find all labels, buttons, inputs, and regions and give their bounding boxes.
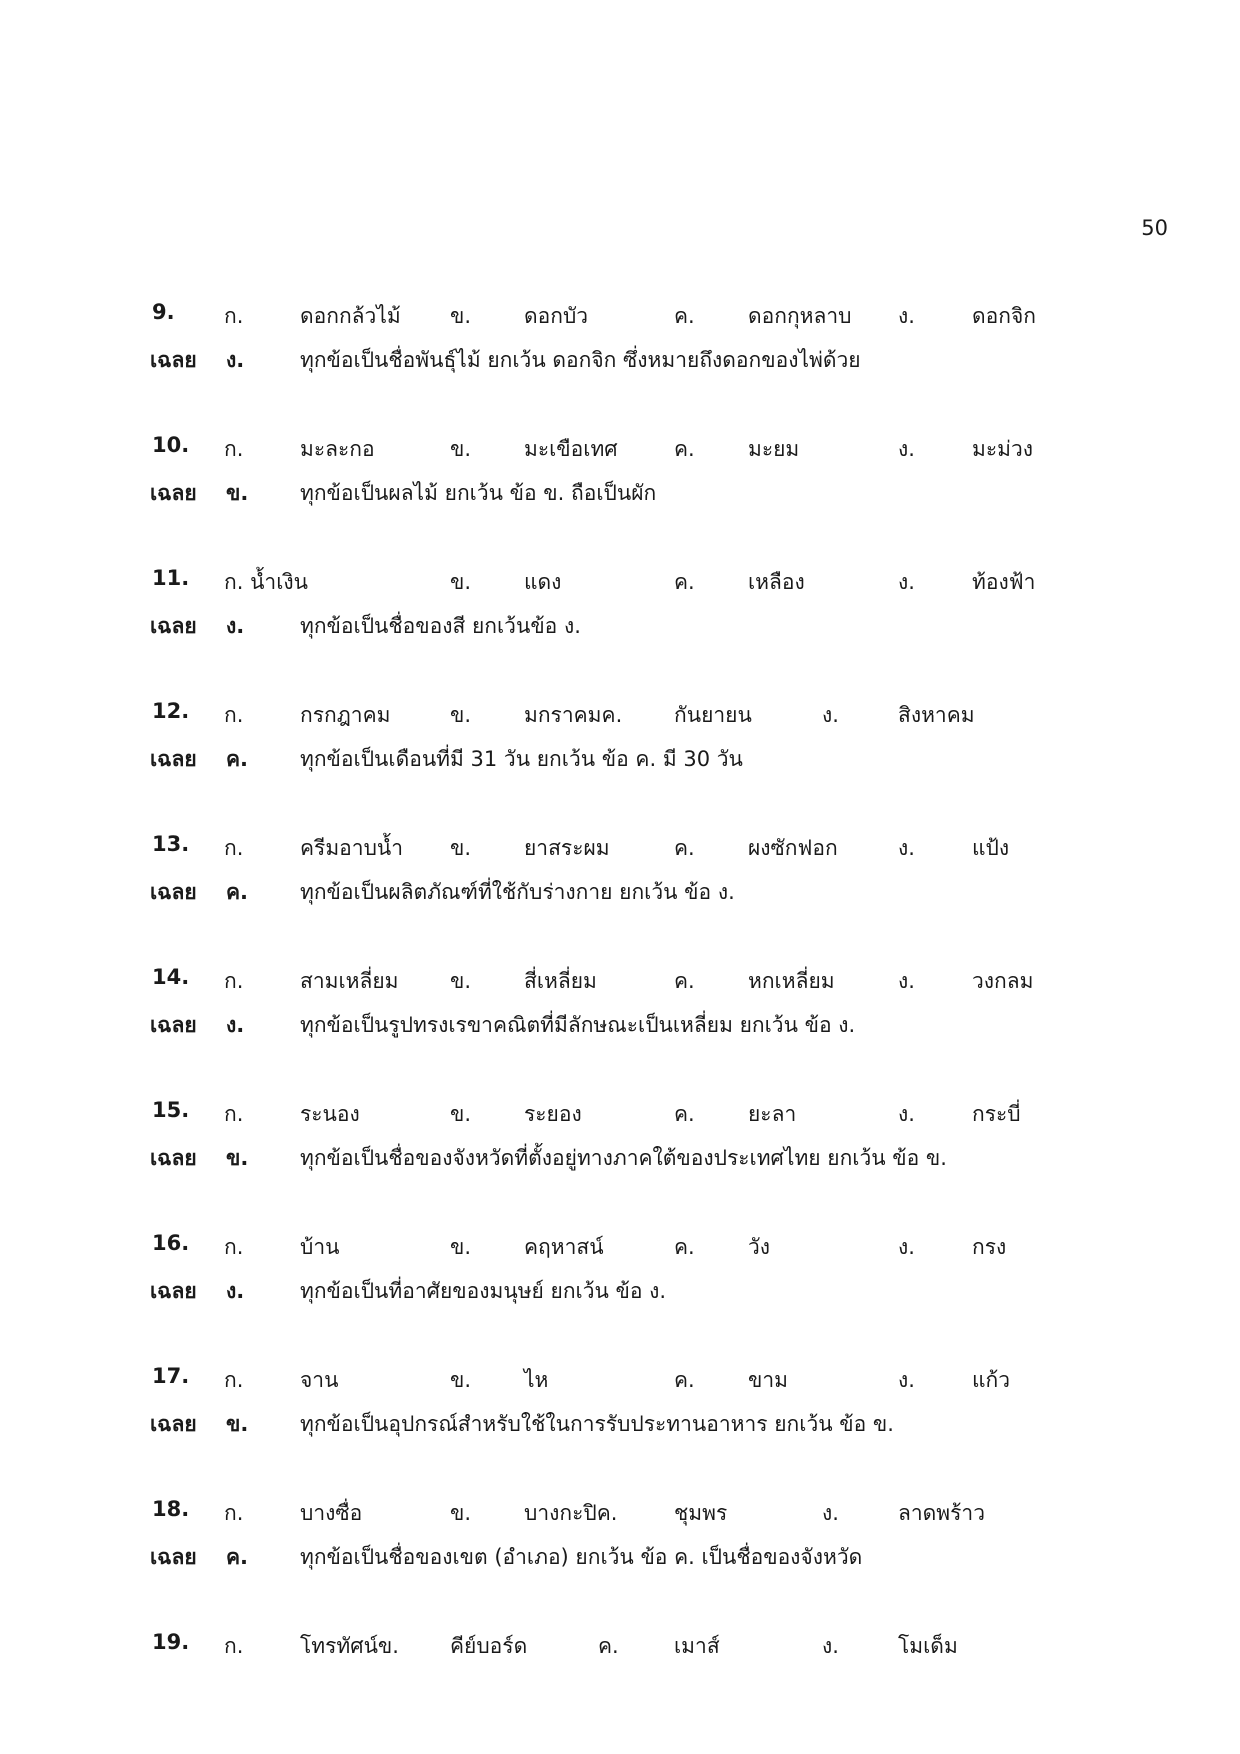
answer-letter: ง. [226,1279,245,1303]
question-item [0,300,1240,384]
choice-text: ก. [224,1235,244,1259]
answer-label: เฉลย [150,880,197,904]
answer-letter: ง. [226,1013,245,1037]
question-item [0,699,1240,783]
answer-explanation: ทุกข้อเป็นชื่อของจังหวัดที่ตั้งอยู่ทางภาคใต้ของประเทศไทย ยกเว้น ข้อ ข. [300,1146,947,1170]
choice-text: ค. [674,570,695,594]
answer-line [0,477,1240,517]
question-number: 9. [152,300,175,324]
choice-text: ง. [898,836,915,860]
choice-text: ง. [898,969,915,993]
choice-text: ข. [450,703,472,727]
choice-text: ค. [674,1235,695,1259]
answer-label: เฉลย [150,1545,197,1569]
answer-label: เฉลย [150,348,197,372]
question-line [0,566,1240,606]
choice-text: ค. [674,836,695,860]
choice-text: ก. [224,437,244,461]
question-item [0,1098,1240,1182]
choice-text: ง. [898,1235,915,1259]
choice-text: บางซื่อ [300,1501,363,1525]
answer-letter: ค. [226,747,249,771]
choice-text: ระยอง [524,1102,582,1126]
answer-line [0,1275,1240,1315]
choice-text: ข. [450,836,472,860]
answer-line [0,1408,1240,1448]
choice-text: ดอกบัว [524,304,589,328]
answer-explanation: ทุกข้อเป็นผลไม้ ยกเว้น ข้อ ข. ถือเป็นผัก [300,481,657,505]
choice-text: มะเขือเทศ [524,437,618,461]
choice-text: ข. [450,304,472,328]
question-item [0,1231,1240,1315]
choice-text: มะยม [748,437,800,461]
question-line [0,832,1240,872]
choice-text: ง. [822,703,839,727]
choice-text: ค. [598,1634,619,1658]
answer-line [0,876,1240,916]
answer-explanation: ทุกข้อเป็นชื่อของสี ยกเว้นข้อ ง. [300,614,581,638]
answer-explanation: ทุกข้อเป็นเดือนที่มี 31 วัน ยกเว้น ข้อ ค. มี 30 วัน [300,747,743,771]
question-line [0,1231,1240,1271]
question-number: 18. [152,1497,190,1521]
choice-text: วงกลม [972,969,1034,993]
choice-text: ก. [224,1634,244,1658]
choice-text: มะม่วง [972,437,1034,461]
choice-text: ง. [898,1368,915,1392]
choice-text: ข. [450,1368,472,1392]
answer-letter: ข. [226,1146,249,1170]
answer-letter: ข. [226,1412,249,1436]
choice-text: ข. [450,1102,472,1126]
choice-text: คีย์บอร์ด [450,1634,528,1658]
choice-text: ผงซักฟอก [748,836,838,860]
choice-text: ก. [224,836,244,860]
choice-text: ก. [224,1501,244,1525]
choice-text: ก. [224,1102,244,1126]
answer-label: เฉลย [150,1412,197,1436]
page-number: 50 [1141,216,1168,240]
answer-explanation: ทุกข้อเป็นรูปทรงเรขาคณิตที่มีลักษณะเป็นเหลี่ยม ยกเว้น ข้อ ง. [300,1013,856,1037]
choice-text: จาน [300,1368,339,1392]
choice-text: บ้าน [300,1235,340,1259]
choice-text: บางกะปิค. [524,1501,618,1525]
choice-text: โมเด็ม [898,1634,958,1658]
choice-text: ครีมอาบน้ำ [300,836,404,860]
choice-text: ง. [822,1634,839,1658]
answer-line [0,344,1240,384]
choice-text: เมาส์ [674,1634,720,1658]
question-number: 10. [152,433,190,457]
choice-text: ดอกจิก [972,304,1036,328]
choice-text: แดง [524,570,562,594]
choice-text: ค. [674,1368,695,1392]
choice-text: ก. [224,969,244,993]
question-line [0,1497,1240,1537]
choice-text: ยาสระผม [524,836,610,860]
question-number: 14. [152,965,190,989]
question-item [0,1630,1240,1670]
question-number: 17. [152,1364,190,1388]
choice-text: แก้ว [972,1368,1011,1392]
choice-text: ข. [450,437,472,461]
choice-text: ค. [674,1102,695,1126]
question-item [0,1364,1240,1448]
choice-text: ค. [674,304,695,328]
question-number: 13. [152,832,190,856]
choice-text: ชุมพร [674,1501,728,1525]
choice-text: ดอกกล้วไม้ [300,304,401,328]
question-item [0,433,1240,517]
answer-line [0,610,1240,650]
answer-line [0,1142,1240,1182]
choice-text: วัง [748,1235,771,1259]
answer-explanation: ทุกข้อเป็นที่อาศัยของมนุษย์ ยกเว้น ข้อ ง. [300,1279,667,1303]
question-number: 11. [152,566,190,590]
question-line [0,433,1240,473]
answer-label: เฉลย [150,1013,197,1037]
choice-text: มะละกอ [300,437,375,461]
choice-text: กรกฎาคม [300,703,391,727]
choice-text: ข. [450,570,472,594]
choice-text: โทรทัศน์ข. [300,1634,399,1658]
answer-label: เฉลย [150,1146,197,1170]
choice-text: ง. [898,437,915,461]
question-line [0,1098,1240,1138]
choice-text: สิงหาคม [898,703,975,727]
choice-text: ข. [450,1501,472,1525]
question-line [0,1364,1240,1404]
question-number: 19. [152,1630,190,1654]
answer-line [0,1009,1240,1049]
choice-text: ง. [822,1501,839,1525]
answer-line [0,743,1240,783]
choice-text: กรง [972,1235,1007,1259]
choice-text: ง. [898,570,915,594]
choice-text: หกเหลี่ยม [748,969,835,993]
answer-line [0,1541,1240,1581]
choice-text: เหลือง [748,570,805,594]
answer-label: เฉลย [150,481,197,505]
choice-text: ไห [524,1368,549,1392]
question-item [0,566,1240,650]
choice-text: ก. [224,1368,244,1392]
choice-text: ดอกกุหลาบ [748,304,852,328]
answer-label: เฉลย [150,1279,197,1303]
question-item [0,832,1240,916]
choice-text: ก. [224,703,244,727]
answer-label: เฉลย [150,614,197,638]
choice-text: ง. [898,1102,915,1126]
choice-text: ข. [450,1235,472,1259]
question-line [0,965,1240,1005]
choice-text: ค. [674,969,695,993]
answer-explanation: ทุกข้อเป็นผลิตภัณฑ์ที่ใช้กับร่างกาย ยกเว้น ข้อ ง. [300,880,735,904]
choice-text: ง. [898,304,915,328]
answer-letter: ค. [226,880,249,904]
choice-text: แป้ง [972,836,1010,860]
answer-explanation: ทุกข้อเป็นชื่อของเขต (อำเภอ) ยกเว้น ข้อ ค. เป็นชื่อของจังหวัด [300,1545,863,1569]
choice-text: ค. [674,437,695,461]
answer-label: เฉลย [150,747,197,771]
answer-letter: ง. [226,614,245,638]
choice-text: ข. [450,969,472,993]
question-line [0,1630,1240,1670]
question-number: 15. [152,1098,190,1122]
choice-text: ยะลา [748,1102,797,1126]
answer-explanation: ทุกข้อเป็นอุปกรณ์สำหรับใช้ในการรับประทานอาหาร ยกเว้น ข้อ ข. [300,1412,894,1436]
choice-text: ขาม [748,1368,788,1392]
question-number: 16. [152,1231,190,1255]
question-line [0,699,1240,739]
question-item [0,965,1240,1049]
question-item [0,1497,1240,1581]
choice-text: คฤหาสน์ [524,1235,604,1259]
choice-text: กระบี่ [972,1102,1021,1126]
answer-letter: ข. [226,481,249,505]
answer-letter: ง. [226,348,245,372]
answer-explanation: ทุกข้อเป็นชื่อพันธุ์ไม้ ยกเว้น ดอกจิก ซึ่งหมายถึงดอกของไพ่ด้วย [300,348,861,372]
choice-text: มกราคมค. [524,703,623,727]
choice-text: ท้องฟ้า [972,570,1036,594]
choice-text: กันยายน [674,703,752,727]
choice-text: ระนอง [300,1102,360,1126]
choice-text: ก. [224,304,244,328]
choice-text: สี่เหลี่ยม [524,969,597,993]
question-line [0,300,1240,340]
choice-text: ก. น้ำเงิน [224,570,308,594]
choice-text: สามเหลี่ยม [300,969,399,993]
question-number: 12. [152,699,190,723]
answer-letter: ค. [226,1545,249,1569]
choice-text: ลาดพร้าว [898,1501,986,1525]
